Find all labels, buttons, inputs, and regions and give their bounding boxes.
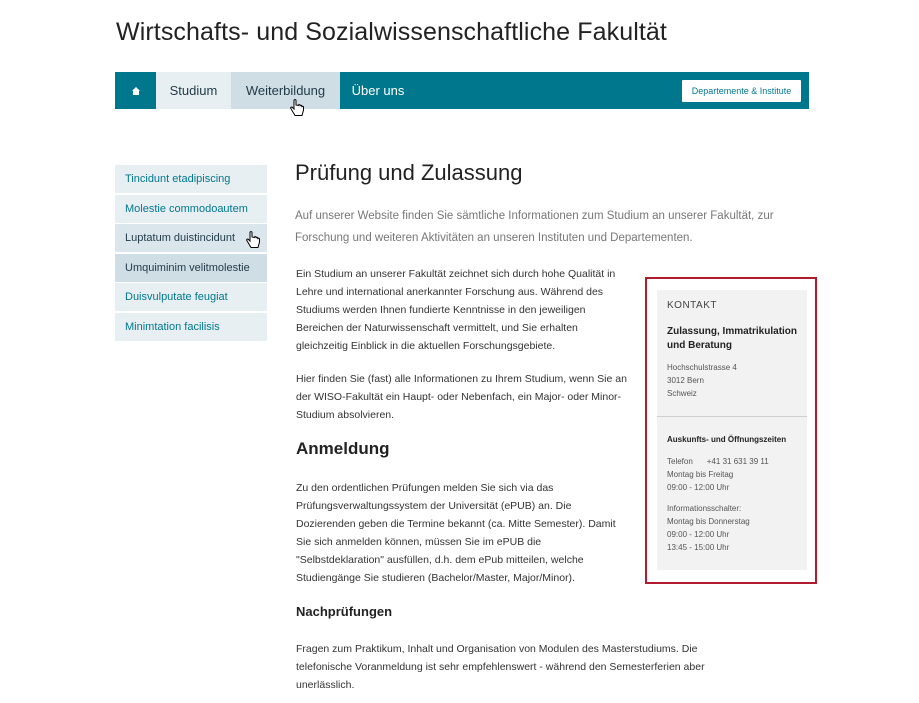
contact-name: Zulassung, Immatrikulation und Beratung [667,326,798,351]
sidebar-item-2[interactable]: Molestie commodoautem [115,195,267,223]
body-paragraph-2: Hier finden Sie (fast) alle Informationen zu Ihrem Studium, wenn Sie an der WISO-Fakultät ein Haupt- oder Nebenfach, ein Major- oder Minor-Studium absolvieren. [296,373,627,421]
sidebar-nav [115,165,267,342]
nav-tab-weiterbildung[interactable]: Weiterbildung [231,72,340,109]
counter-hours-1: 09:00 - 12:00 Uhr [667,530,730,539]
address-city: 3012 Bern [667,376,704,385]
counter-label: Informationsschalter: [667,504,742,513]
counter-hours-2: 13:45 - 15:00 Uhr [667,543,730,552]
section-heading-nachpruefungen: Nachprüfungen [296,604,393,619]
phone-days: Montag bis Freitag [667,470,734,479]
phone-number[interactable]: +41 31 631 39 11 [706,457,769,466]
nav-tab-studium[interactable]: Studium [156,72,231,109]
sidebar-item-5[interactable]: Duisvulputate feugiat [115,283,267,311]
body-paragraph-4: Fragen zum Praktikum, Inhalt und Organisation von Modulen des Masterstudiums. Die telefonische Voranmeldung ist sehr empfehlenswert - während den Semesterferien aber unerlässlich. [296,643,705,691]
sidebar-item-3[interactable]: Luptatum duistincidunt [115,224,267,252]
phone-hours: 09:00 - 12:00 Uhr [667,483,730,492]
address-country: Schweiz [667,389,697,398]
sidebar-item-1[interactable]: Tincidunt etadipiscing [115,165,267,193]
body-paragraph-3: Zu den ordentlichen Prüfungen melden Sie sich via das Prüfungsverwaltungssystem der Universität (ePUB) an. Die Dozierenden geben die Termine bekannt (ca. Mitte Semester). Damit Sie sich anmelden können, müssen Sie im ePUB die "Selbstdeklaration" ausfüllen, d.h. dem ePub mitteilen, welche Studiengänge Sie studieren (Bachelor/Master, Major/Minor). [296,482,616,584]
contact-highlight-frame [645,277,817,584]
contact-box [657,290,807,570]
section-heading-anmeldung: Anmeldung [296,439,390,458]
sidebar-item-4[interactable]: Umquiminim velitmolestie [115,254,267,282]
counter-days: Montag bis Donnerstag [667,517,750,526]
page-title: Prüfung und Zulassung [295,160,523,185]
home-icon [131,86,141,96]
contact-address [667,361,802,400]
nav-tab-ueber-uns[interactable]: Über uns [351,83,405,98]
contact-heading: KONTAKT [667,300,717,311]
lead-paragraph: Auf unserer Website finden Sie sämtliche Informationen zum Studium an unserer Fakultät, zur Forschung und weiteren Aktivitäten an unseren Instituten und Departementen. [295,210,774,244]
nav-home-button[interactable] [115,72,156,109]
phone-label: Telefon [667,457,693,466]
sidebar-item-6[interactable]: Minimtation facilisis [115,313,267,341]
departments-button[interactable]: Departemente & Institute [682,80,801,102]
site-title: Wirtschafts- und Sozialwissenschaftliche Fakultät [116,18,667,46]
hours-heading: Auskunfts- und Öffnungszeiten [667,435,787,444]
phone-row [667,455,769,468]
contact-divider [657,416,807,417]
address-street: Hochschulstrasse 4 [667,363,737,372]
body-paragraph-1: Ein Studium an unserer Fakultät zeichnet sich durch hohe Qualität in Lehre und international anerkannter Forschung aus. Während des Studiums werden Ihnen fundierte Kenntnisse in den jeweiligen Bereichen der Naturwissenschaft vermittelt, und Sie erhalten gleichzeitig Einblick in die aktuellen Forschungsgebiete. [296,268,616,352]
main-navbar [115,72,809,109]
